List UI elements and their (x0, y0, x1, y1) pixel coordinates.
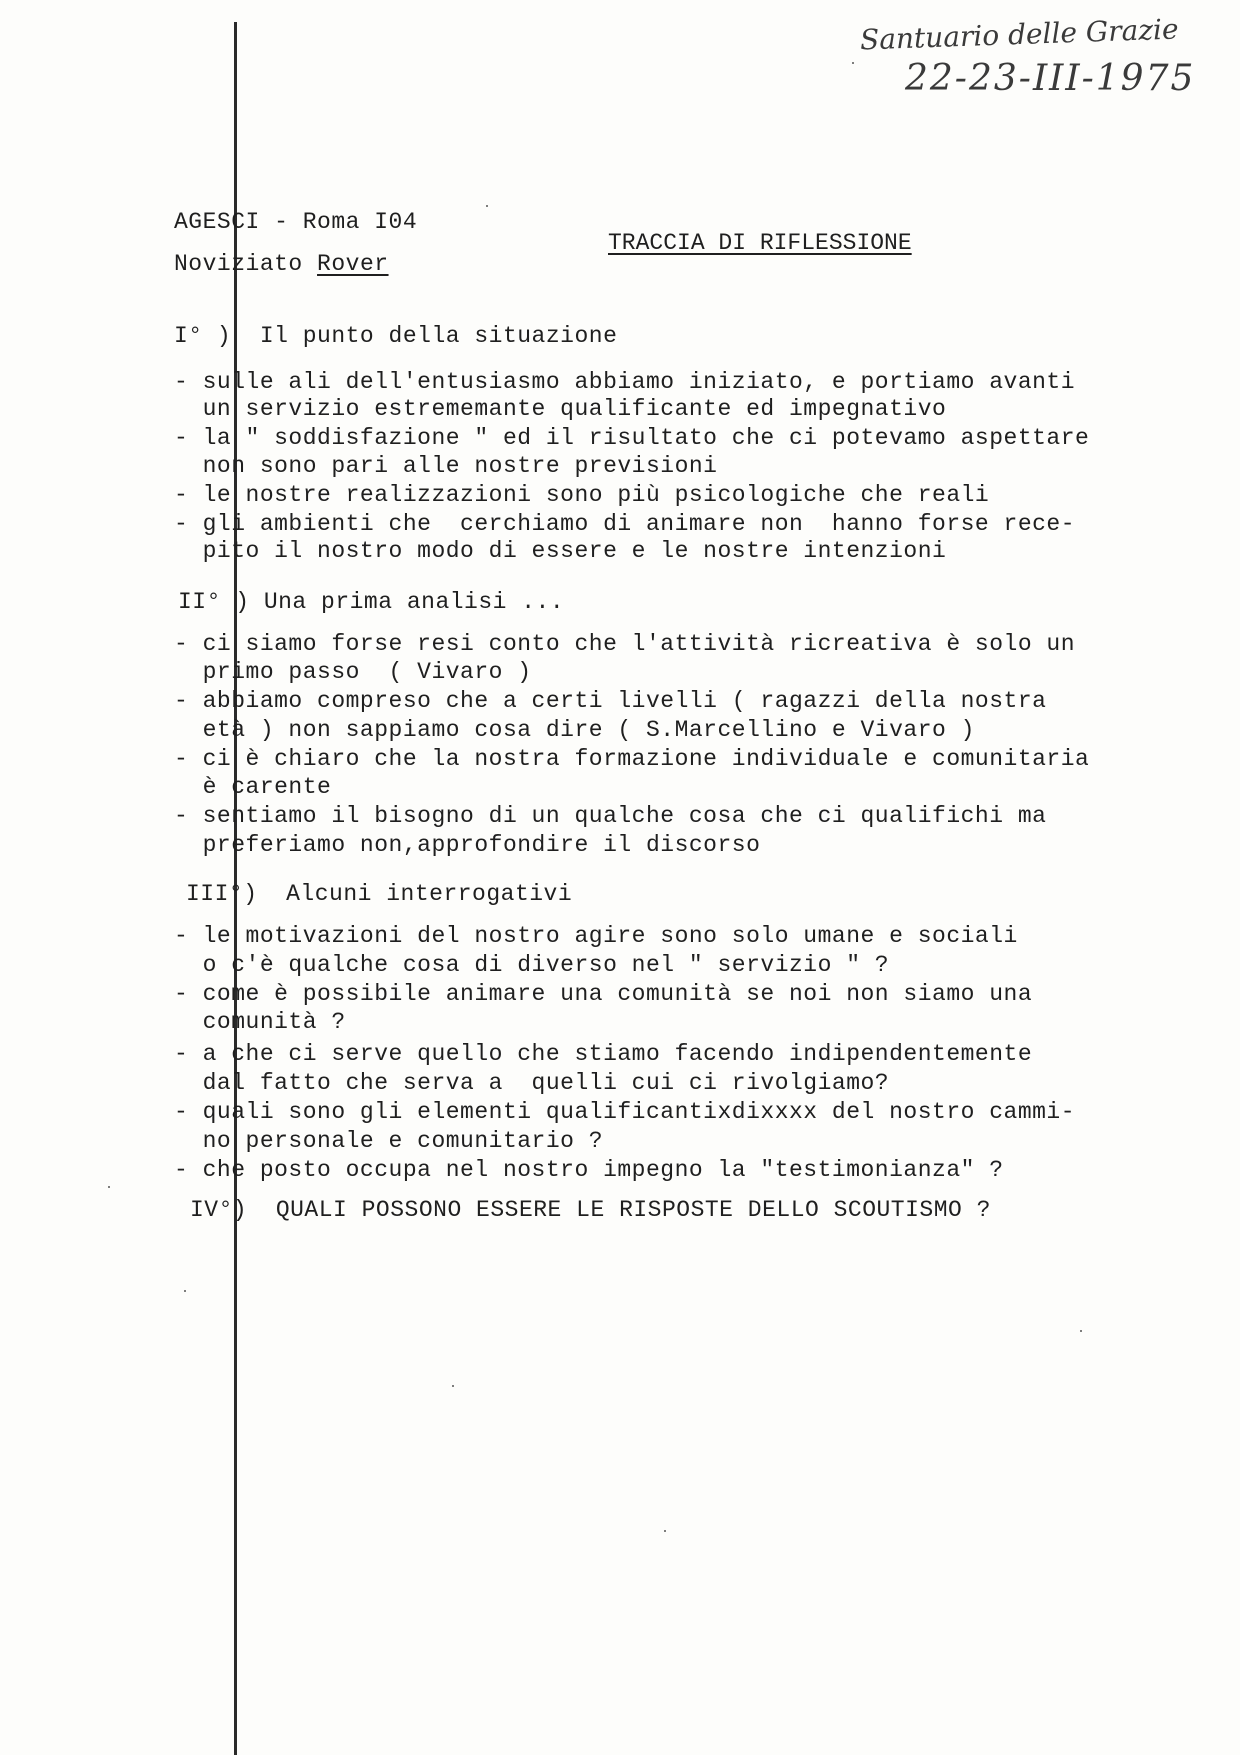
text-line: - le motivazioni del nostro agire sono solo umane e sociali (174, 923, 1018, 949)
text-line: primo passo ( Vivaro ) (174, 659, 532, 685)
scan-speck (486, 205, 488, 207)
text-line: - a che ci serve quello che stiamo facendo indipendentemente (174, 1041, 1033, 1067)
text-line: pito il nostro modo di essere e le nostre intenzioni (174, 538, 947, 564)
scan-speck (108, 1186, 110, 1188)
text-line: - le nostre realizzazioni sono più psicologiche che reali (174, 482, 990, 508)
text-line: dal fatto che serva a quelli cui ci rivolgiamo? (174, 1070, 890, 1096)
text-line: - che posto occupa nel nostro impegno la "testimonianza" ? (174, 1157, 1004, 1183)
text-line: - come è possibile animare una comunità se noi non siamo una (174, 981, 1033, 1007)
text-line: - sentiamo il bisogno di un qualche cosa che ci qualifichi ma (174, 803, 1047, 829)
text-line: un servizio estrememante qualificante ed impegnativo (174, 396, 947, 422)
text-line: non sono pari alle nostre previsioni (174, 453, 718, 479)
group-line (174, 250, 389, 278)
section-heading-2: II° ) Una prima analisi ... (178, 589, 565, 615)
text-line: - ci siamo forse resi conto che l'attività ricreativa è solo un (174, 631, 1076, 657)
text-line: - abbiamo compreso che a certi livelli ( ragazzi della nostra (174, 688, 1047, 714)
text-line: - quali sono gli elementi qualificantixdixxxx del nostro cammi- (174, 1099, 1076, 1125)
text-line: - ci è chiaro che la nostra formazione individuale e comunitaria (174, 746, 1090, 772)
handwritten-date: 22-23-III-1975 (905, 58, 1196, 99)
text-line: è carente (174, 774, 332, 800)
text-line: no personale e comunitario ? (174, 1128, 604, 1154)
text-line: preferiamo non,approfondire il discorso (174, 832, 761, 858)
text-line: - la " soddisfazione " ed il risultato che ci potevamo aspettare (174, 425, 1090, 451)
text-line: - sulle ali dell'entusiasmo abbiamo iniziato, e portiamo avanti (174, 369, 1076, 395)
text-line: o c'è qualche cosa di diverso nel " servizio " ? (174, 952, 890, 978)
scan-speck (184, 1290, 186, 1292)
text-line: età ) non sappiamo cosa dire ( S.Marcellino e Vivaro ) (174, 717, 975, 743)
section-heading-4: IV°) QUALI POSSONO ESSERE LE RISPOSTE DELLO SCOUTISMO ? (190, 1197, 991, 1223)
group-name: Rover (317, 251, 389, 277)
section-heading-3: III°) Alcuni interrogativi (186, 881, 573, 907)
scan-speck (852, 62, 854, 64)
handwritten-place: Santuario delle Grazie (859, 12, 1180, 57)
scan-speck (452, 1385, 454, 1387)
scan-speck (1080, 1330, 1082, 1332)
text-line: comunità ? (174, 1009, 346, 1035)
org-line: AGESCI - Roma I04 (174, 209, 418, 235)
section-heading-1: I° ) Il punto della situazione (174, 323, 618, 349)
text-line: - gli ambienti che cerchiamo di animare non hanno forse rece- (174, 511, 1076, 537)
document-title: TRACCIA DI RIFLESSIONE (608, 230, 912, 256)
scan-speck (664, 1530, 666, 1532)
group-prefix: Noviziato (174, 251, 318, 277)
